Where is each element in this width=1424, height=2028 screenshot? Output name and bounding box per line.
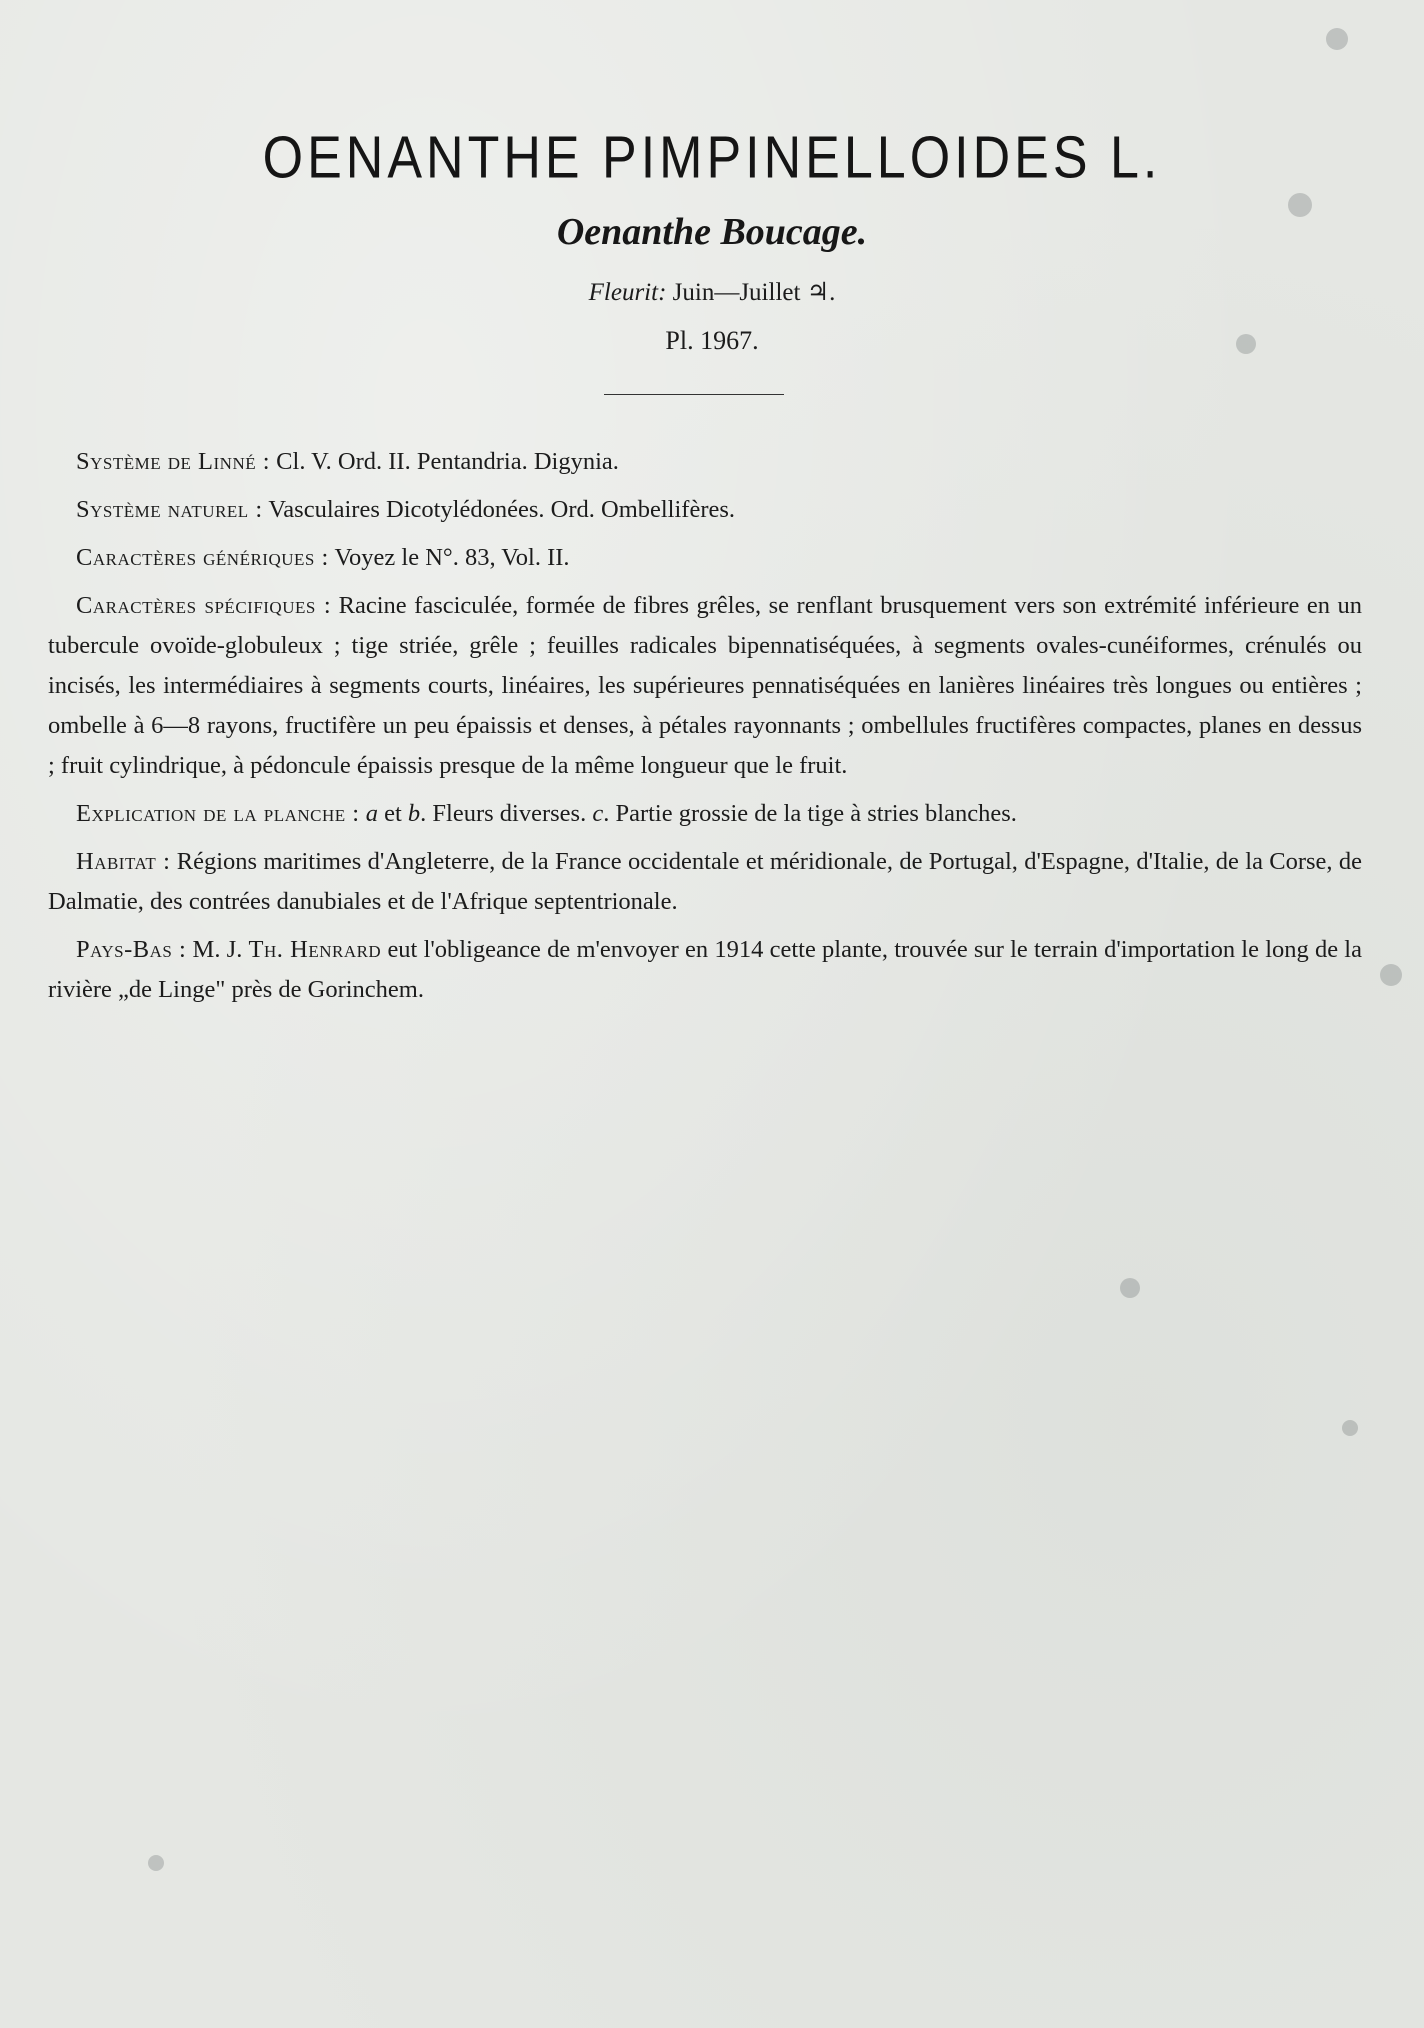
- section-text: . Partie grossie de la tige à stries blanches.: [603, 800, 1017, 827]
- figure-letter: c: [592, 800, 604, 827]
- collector-name: Th. Henrard: [248, 936, 382, 963]
- section-text: Racine fasciculée, formée de fibres grêles, se renflant brusquement vers son extrémité inférieure en un tubercule ovoïde-globuleux ; tige striée, grêle ; feuilles radicales bipennatiséquées, à segments ovales-cunéiformes, crénulés ou incisés, les intermédiaires à segments courts, linéaires, les supérieures pennatiséquées en lanières linéaires très longues ou entières ; ombelle à 6—8 rayons, fructifère un peu épaissis et denses, à pétales rayonnants ; ombellules fructifères compactes, planes en dessus ; fruit cylindrique, à pédoncule épaissis presque de la même longueur que le fruit.: [48, 592, 1363, 779]
- section-explication: [48, 794, 1362, 834]
- section-label: Habitat :: [76, 848, 171, 875]
- section-text: et: [377, 800, 408, 827]
- flowering-period: [0, 277, 1424, 307]
- section-linne: [48, 442, 1362, 482]
- section-label: Système de Linné :: [76, 448, 271, 475]
- flowering-label: Fleurit:: [588, 279, 667, 306]
- section-label: Pays-Bas :: [76, 936, 187, 963]
- figure-letter: a: [365, 800, 378, 827]
- species-title: OENANTHE PIMPINELLOIDES L.: [262, 124, 1162, 192]
- stain-spot: [1326, 28, 1348, 50]
- plate-number: Pl. 1967.: [665, 326, 759, 355]
- stain-spot: [148, 1855, 164, 1871]
- section-label: Caractères spécifiques :: [76, 592, 332, 619]
- figure-letter: b: [407, 800, 421, 827]
- section-label: Système naturel :: [76, 496, 263, 523]
- common-name: Oenanthe Boucage.: [556, 211, 868, 253]
- section-specifiques: [48, 586, 1362, 786]
- stain-spot: [1380, 964, 1402, 986]
- section-text: M. J.: [192, 936, 243, 963]
- section-text: Voyez le N°. 83, Vol. II.: [334, 544, 570, 571]
- section-label: Caractères génériques :: [76, 544, 329, 571]
- section-text: . Fleurs diverses.: [420, 800, 593, 827]
- section-generiques: [48, 538, 1362, 578]
- divider-rule: [604, 394, 784, 395]
- section-label: Explication de la planche :: [76, 800, 360, 827]
- stain-spot: [1342, 1420, 1358, 1436]
- section-text: Régions maritimes d'Angleterre, de la France occidentale et méridionale, de Portugal, d'Espagne, d'Italie, de la Corse, de Dalmatie, des contrées danubiales et de l'Afrique septentrionale.: [48, 848, 1362, 915]
- section-text: Vasculaires Dicotylédonées. Ord. Ombellifères.: [268, 496, 736, 523]
- section-naturel: [48, 490, 1362, 530]
- section-text: Cl. V. Ord. II. Pentandria. Digynia.: [276, 448, 619, 475]
- section-text: eut l'obligeance de m'envoyer en 1914 cette plante, trouvée sur le terrain d'importation le long de la rivière „de Linge" près de Gorinchem.: [48, 936, 1362, 1003]
- flowering-value: Juin—Juillet ♃.: [672, 279, 836, 306]
- stain-spot: [1120, 1278, 1140, 1298]
- section-pays-bas: [48, 930, 1362, 1010]
- section-habitat: [48, 842, 1362, 922]
- description-body: [48, 442, 1362, 1018]
